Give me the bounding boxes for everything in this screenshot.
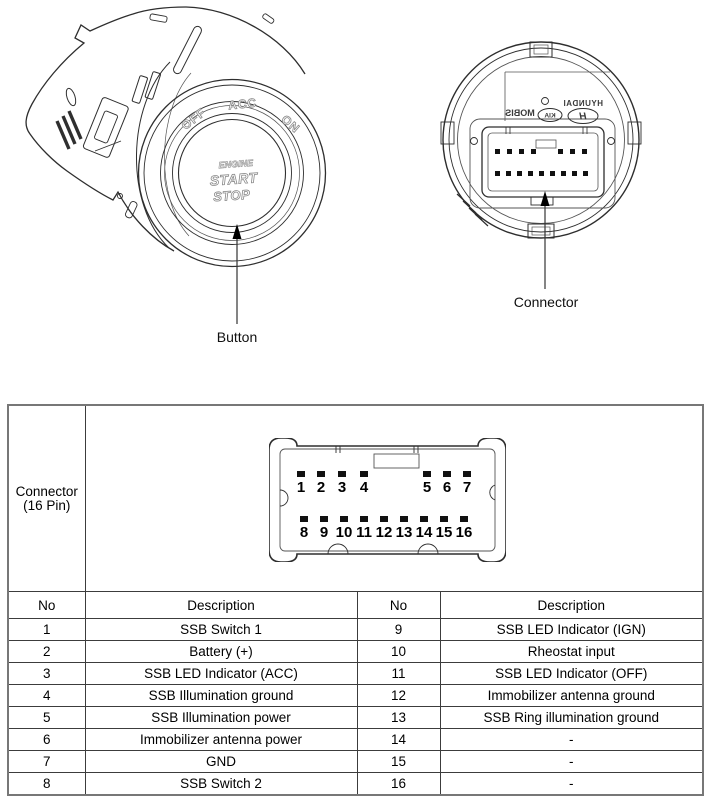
pin-number: 3 <box>337 479 347 496</box>
pin-number: 10 <box>335 524 353 541</box>
connector-title-cell <box>8 405 85 592</box>
pin-square <box>340 516 348 522</box>
pin-square <box>320 516 328 522</box>
connector-callout-label: Connector <box>513 294 579 310</box>
pin-no-cell: 10 <box>357 641 440 663</box>
column-header-no-right: No <box>357 592 440 619</box>
table-row <box>8 751 703 773</box>
pin-square <box>300 516 308 522</box>
pin-number: 12 <box>375 524 393 541</box>
pin-number: 16 <box>455 524 473 541</box>
pin-number: 8 <box>299 524 309 541</box>
description-cell: Rheostat input <box>440 641 703 663</box>
connector-title-line1: Connector <box>15 483 78 499</box>
description-cell: Battery (+) <box>85 641 357 663</box>
button-callout-label: Button <box>216 329 258 345</box>
pin-square <box>443 471 451 477</box>
pin-table-body <box>8 405 703 795</box>
description-cell: SSB LED Indicator (OFF) <box>440 663 703 685</box>
column-header-desc-right: Description <box>440 592 703 619</box>
pin-number: 5 <box>422 479 432 496</box>
description-cell: Immobilizer antenna power <box>85 729 357 751</box>
pin-number: 13 <box>395 524 413 541</box>
table-row <box>8 663 703 685</box>
pin-number: 4 <box>359 479 369 496</box>
connector-outline-drawing <box>269 438 506 562</box>
description-cell: - <box>440 729 703 751</box>
pin-no-cell: 12 <box>357 685 440 707</box>
pin-number: 14 <box>415 524 433 541</box>
description-cell: - <box>440 773 703 796</box>
pin-square <box>360 516 368 522</box>
column-header-desc-left: Description <box>85 592 357 619</box>
column-header-no-left: No <box>8 592 85 619</box>
pin-no-cell: 2 <box>8 641 85 663</box>
start-text: START <box>209 169 259 189</box>
pin-no-cell: 6 <box>8 729 85 751</box>
kia-logo-mirrored: KIA <box>544 112 556 120</box>
description-cell: SSB Switch 1 <box>85 619 357 641</box>
connector-pinout-diagram <box>269 438 506 562</box>
description-cell: SSB Illumination ground <box>85 685 357 707</box>
connector-diagram-row <box>8 405 703 592</box>
pin-square <box>317 471 325 477</box>
pin-number: 1 <box>296 479 306 496</box>
pin-no-cell: 7 <box>8 751 85 773</box>
pin-square <box>463 471 471 477</box>
description-cell: GND <box>85 751 357 773</box>
pin-description-table <box>7 404 704 796</box>
off-label: OFF <box>178 105 209 133</box>
description-cell: SSB Illumination power <box>85 707 357 729</box>
rear-housing-art <box>441 42 641 238</box>
table-row <box>8 773 703 796</box>
pin-square <box>400 516 408 522</box>
acc-label: ACC <box>227 95 258 113</box>
pin-no-cell: 4 <box>8 685 85 707</box>
on-label: ON <box>278 112 303 136</box>
connector-title-line2: (16 Pin) <box>23 497 71 513</box>
pin-no-cell: 8 <box>8 773 85 796</box>
description-cell: Immobilizer antenna ground <box>440 685 703 707</box>
pin-square <box>420 516 428 522</box>
pin-no-cell: 13 <box>357 707 440 729</box>
description-cell: SSB LED Indicator (IGN) <box>440 619 703 641</box>
pin-number: 7 <box>462 479 472 496</box>
pin-square <box>380 516 388 522</box>
pin-no-cell: 9 <box>357 619 440 641</box>
mobis-word-mirrored: MOBIS <box>505 108 535 118</box>
rear-socket-pins <box>495 149 588 176</box>
connector-arrow <box>541 191 550 289</box>
pin-square <box>423 471 431 477</box>
pin-no-cell: 16 <box>357 773 440 796</box>
pin-no-cell: 15 <box>357 751 440 773</box>
description-cell: - <box>440 751 703 773</box>
hyundai-logo-mirrored: H <box>579 111 587 123</box>
description-cell: SSB Ring illumination ground <box>440 707 703 729</box>
connector-rear-view-drawing <box>0 0 710 360</box>
description-cell: SSB Switch 2 <box>85 773 357 796</box>
table-row <box>8 729 703 751</box>
pin-no-cell: 14 <box>357 729 440 751</box>
stop-text: STOP <box>212 186 251 205</box>
pin-square <box>460 516 468 522</box>
pin-number: 11 <box>356 524 372 541</box>
pin-square <box>297 471 305 477</box>
table-row <box>8 685 703 707</box>
table-header-row <box>8 592 703 619</box>
pin-no-cell: 1 <box>8 619 85 641</box>
pin-no-cell: 5 <box>8 707 85 729</box>
table-row <box>8 619 703 641</box>
pin-number: 6 <box>442 479 452 496</box>
description-cell: SSB LED Indicator (ACC) <box>85 663 357 685</box>
pin-no-cell: 3 <box>8 663 85 685</box>
table-row <box>8 641 703 663</box>
pin-number: 9 <box>319 524 329 541</box>
engine-text: ENGINE <box>218 157 254 171</box>
pin-number: 2 <box>316 479 326 496</box>
pin-square <box>440 516 448 522</box>
connector-diagram-cell <box>85 405 703 592</box>
pin-no-cell: 11 <box>357 663 440 685</box>
hyundai-word-mirrored: HYUNDAI <box>563 99 603 108</box>
pin-number: 15 <box>435 524 453 541</box>
table-row <box>8 707 703 729</box>
pin-square <box>338 471 346 477</box>
pin-square <box>360 471 368 477</box>
